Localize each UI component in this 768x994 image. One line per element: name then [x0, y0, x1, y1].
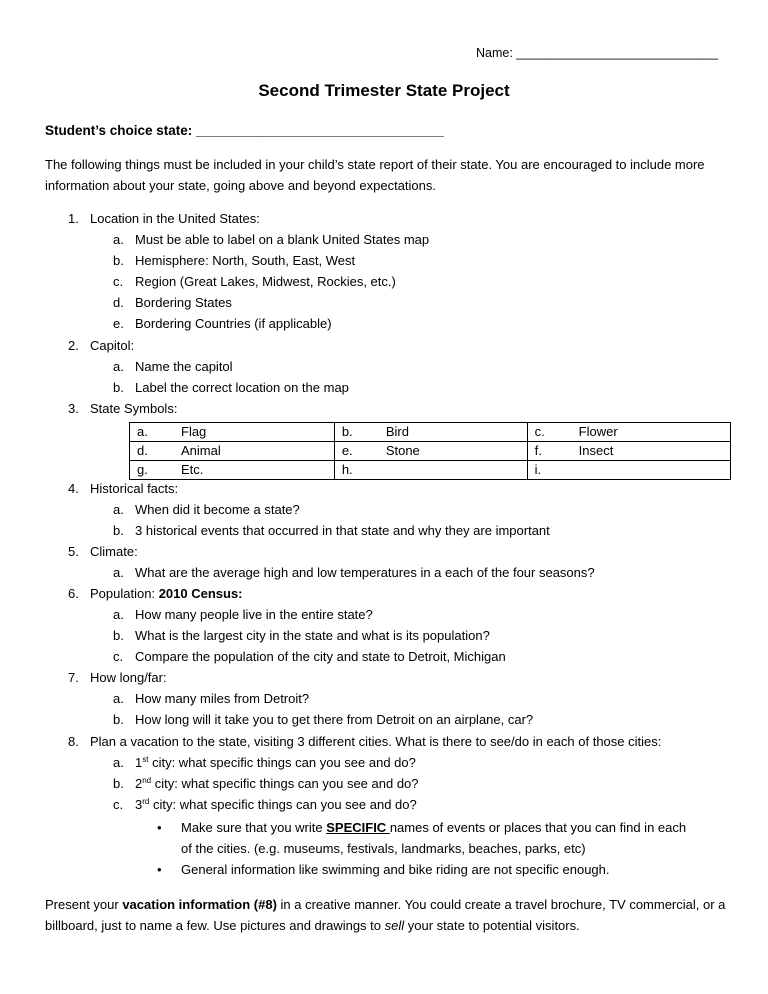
section-state-symbols — [68, 398, 177, 419]
list-item — [113, 688, 309, 709]
cell-letter: d. — [137, 443, 148, 458]
cell-letter: e. — [341, 443, 353, 458]
section-number: 7. — [68, 670, 79, 685]
item-text: 3 historical events that occurred in that state and why they are important — [135, 523, 550, 538]
cell-letter: b. — [341, 424, 353, 439]
cell-value: Bird — [385, 424, 409, 439]
list-item — [113, 562, 595, 583]
section-title: Location in the United States: — [90, 211, 260, 226]
item-letter: c. — [113, 797, 124, 812]
item-letter: b. — [113, 776, 124, 791]
section-title-bold: 2010 Census: — [158, 586, 243, 601]
section-how-long-far — [68, 667, 167, 688]
item-letter: a. — [113, 232, 124, 247]
list-item — [113, 646, 506, 667]
outro-text: your state to potential visitors. — [404, 918, 580, 933]
bullet-item-general — [157, 859, 717, 880]
item-letter: b. — [113, 253, 124, 268]
section-number: 2. — [68, 338, 79, 353]
cell-letter: h. — [341, 462, 353, 477]
item-letter: d. — [113, 295, 124, 310]
page-title: Second Trimester State Project — [258, 81, 510, 100]
closing-paragraph — [45, 894, 735, 936]
table-cell — [527, 442, 730, 461]
table-cell — [130, 442, 335, 461]
list-item — [113, 356, 233, 377]
item-text: city: what specific things can you see and do? — [151, 776, 419, 791]
table-row — [130, 461, 731, 480]
table-row — [130, 423, 731, 442]
bullet-item-specific — [157, 817, 717, 838]
item-letter: b. — [113, 628, 124, 643]
ordinal-suffix: rd — [142, 797, 150, 806]
section-climate — [68, 541, 138, 562]
cell-letter: f. — [534, 443, 542, 458]
item-text: Label the correct location on the map — [135, 380, 349, 395]
bullet-icon: • — [157, 862, 162, 877]
list-item — [113, 229, 429, 250]
section-title: Historical facts: — [90, 481, 179, 496]
item-text: Hemisphere: North, South, East, West — [135, 253, 356, 268]
item-letter: a. — [113, 502, 124, 517]
item-letter: a. — [113, 565, 124, 580]
section-number: 1. — [68, 211, 79, 226]
list-item — [113, 250, 355, 271]
section-number: 8. — [68, 734, 79, 749]
item-letter: b. — [113, 380, 124, 395]
cell-value: Flag — [181, 424, 207, 439]
item-text: Must be able to label on a blank United States map — [135, 232, 430, 247]
bullet-item-continuation: of the cities. (e.g. museums, festivals, landmarks, beaches, parks, etc) — [181, 841, 586, 856]
item-text: When did it become a state? — [135, 502, 300, 517]
list-item — [113, 313, 332, 334]
cell-value: Animal — [181, 443, 221, 458]
item-text: Region (Great Lakes, Midwest, Rockies, etc.) — [135, 274, 396, 289]
section-number: 5. — [68, 544, 79, 559]
state-symbols-table — [129, 422, 731, 480]
item-letter: a. — [113, 607, 124, 622]
list-item — [113, 709, 533, 730]
item-text: How many people live in the entire state? — [135, 607, 373, 622]
item-letter: b. — [113, 523, 124, 538]
item-text: Bordering Countries (if applicable) — [135, 316, 332, 331]
item-letter: a. — [113, 359, 124, 374]
item-text: city: what specific things can you see and do? — [149, 797, 417, 812]
list-item — [113, 604, 373, 625]
item-letter: c. — [113, 649, 124, 664]
item-text: city: what specific things can you see and do? — [148, 755, 416, 770]
section-population — [68, 583, 243, 604]
section-vacation-plan — [68, 731, 661, 752]
cell-value: Stone — [385, 443, 420, 458]
section-capitol — [68, 335, 134, 356]
cell-letter: a. — [137, 424, 148, 439]
section-title: Plan a vacation to the state, visiting 3 different cities. What is there to see/do in each of those cities: — [90, 734, 662, 749]
cell-letter: c. — [534, 424, 545, 439]
list-item — [113, 499, 300, 520]
table-cell — [527, 423, 730, 442]
section-number: 4. — [68, 481, 79, 496]
bullet-icon: • — [157, 820, 162, 835]
table-cell — [130, 461, 335, 480]
section-title: State Symbols: — [90, 401, 178, 416]
list-item — [113, 752, 416, 773]
ordinal-suffix: st — [142, 755, 149, 764]
bullet-text-cont: names of events or places that you can find in each — [389, 820, 687, 835]
name-field-label: Name: _____________________________ — [476, 46, 718, 60]
outro-bold: vacation information (#8) — [122, 897, 277, 912]
item-text: Compare the population of the city and state to Detroit, Michigan — [135, 649, 506, 664]
section-title: How long/far: — [90, 670, 167, 685]
item-text: Bordering States — [135, 295, 232, 310]
outro-text: Present your — [45, 897, 123, 912]
table-cell — [130, 423, 335, 442]
item-text: Name the capitol — [135, 359, 233, 374]
list-item — [113, 377, 349, 398]
cell-letter: i. — [534, 462, 542, 477]
list-item — [113, 625, 490, 646]
list-item — [113, 292, 232, 313]
outro-italic: sell — [384, 918, 405, 933]
bullet-text: General information like swimming and bike riding are not specific enough. — [181, 862, 610, 877]
table-cell — [334, 461, 527, 480]
city-number: 1 — [135, 755, 143, 770]
section-title: Capitol: — [90, 338, 135, 353]
table-row — [130, 442, 731, 461]
outro-text: in a creative manner. You could create a travel brochure, TV commercial, or a billboard, just to name a few. Use pictures and drawings to — [45, 897, 726, 933]
cell-value: Flower — [578, 424, 618, 439]
cell-letter: g. — [137, 462, 148, 477]
table-cell — [334, 423, 527, 442]
cell-value: Etc. — [181, 462, 204, 477]
section-location — [68, 208, 260, 229]
section-historical-facts — [68, 478, 178, 499]
bullet-text: Make sure that you write — [181, 820, 327, 835]
state-choice-label: Student’s choice state: _________________________________ — [45, 123, 444, 138]
item-letter: e. — [113, 316, 124, 331]
list-item — [113, 271, 396, 292]
item-text: How long will it take you to get there from Detroit on an airplane, car? — [135, 712, 534, 727]
intro-paragraph: The following things must be included in your child’s state report of their state. You are encouraged to include more information about your state, going above and beyond expectations. — [45, 157, 705, 193]
item-letter: a. — [113, 691, 124, 706]
item-letter: b. — [113, 712, 124, 727]
list-item — [113, 773, 419, 794]
cell-value: Insect — [578, 443, 614, 458]
table-cell — [334, 442, 527, 461]
list-item — [113, 794, 417, 815]
item-letter: c. — [113, 274, 124, 289]
section-title: Climate: — [90, 544, 138, 559]
city-number: 3 — [135, 797, 143, 812]
section-number: 6. — [68, 586, 79, 601]
item-text: What are the average high and low temperatures in a each of the four seasons? — [135, 565, 595, 580]
item-letter: a. — [113, 755, 124, 770]
table-cell — [527, 461, 730, 480]
section-title: Population: — [90, 586, 156, 601]
city-number: 2 — [135, 776, 143, 791]
section-number: 3. — [68, 401, 79, 416]
item-text: How many miles from Detroit? — [135, 691, 310, 706]
bullet-emphasis: SPECIFIC — [326, 820, 390, 835]
item-text: What is the largest city in the state and what is its population? — [135, 628, 490, 643]
list-item — [113, 520, 550, 541]
ordinal-suffix: nd — [142, 776, 152, 785]
